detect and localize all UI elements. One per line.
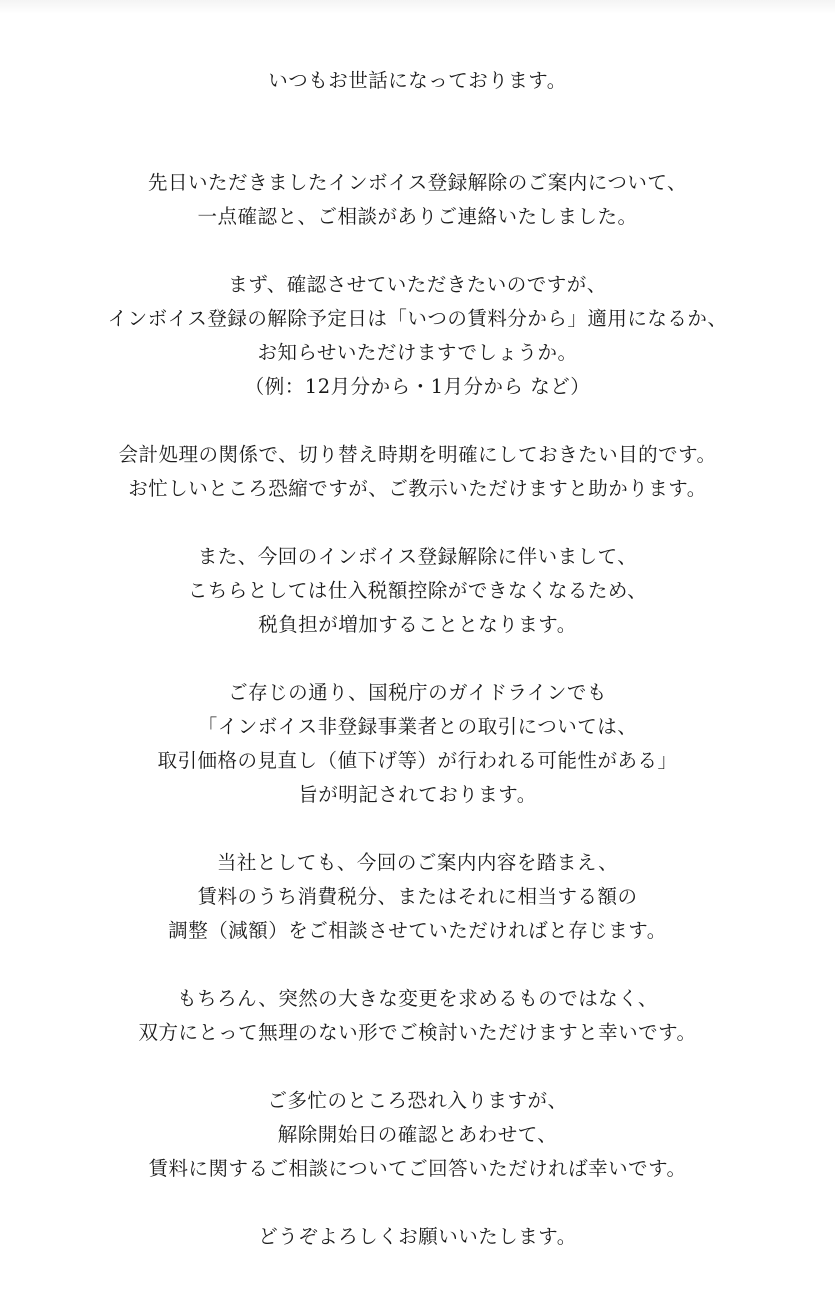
letter-body [0, 64, 835, 1254]
text-line: 当社としても、今回のご案内内容を踏まえ、 [216, 851, 619, 874]
paragraph-inquiry [0, 166, 835, 234]
text-line: いつもお世話になっております。 [268, 69, 567, 92]
text-line: 会計処理の関係で、切り替え時期を明確にしておきたい目的です。 [118, 443, 717, 466]
text-line: 一点確認と、ご相談がありご連絡いたしました。 [197, 205, 638, 228]
paragraph-gap [0, 1050, 835, 1084]
paragraph-gap [0, 948, 835, 982]
text-line: 先日いただきましたインボイス登録解除のご案内について、 [147, 171, 688, 194]
closing-paragraph [0, 1220, 835, 1254]
paragraph-gap [0, 506, 835, 540]
paragraph-tax-burden [0, 540, 835, 642]
text-line: 税負担が増加することとなります。 [258, 613, 577, 636]
paragraph-gap [0, 98, 835, 166]
top-edge [0, 0, 835, 14]
text-line: ご多忙のところ恐れ入りますが、 [267, 1089, 568, 1112]
paragraph-guideline [0, 676, 835, 812]
text-line: 旨が明記されております。 [298, 783, 537, 806]
text-line: また、今回のインボイス登録解除に伴いまして、 [197, 545, 638, 568]
text-line: お忙しいところ恐縮ですが、ご教示いただけますと助かります。 [128, 477, 707, 500]
paragraph-consideration [0, 982, 835, 1050]
paragraph-gap [0, 642, 835, 676]
text-line: 「インボイス非登録事業者との取引については、 [197, 715, 638, 738]
text-line: まず、確認させていただきたいのですが、 [228, 273, 607, 296]
text-line: 賃料のうち消費税分、またはそれに相当する額の [197, 885, 638, 908]
paragraph-gap [0, 404, 835, 438]
paragraph-gap [0, 1186, 835, 1220]
text-line: お知らせいただけますでしょうか。 [257, 341, 578, 364]
paragraph-request [0, 1084, 835, 1186]
paragraph-gap [0, 812, 835, 846]
text-line: （例：12月分から・1月分から など） [244, 375, 591, 398]
text-line: どうぞよろしくお願いいたします。 [258, 1225, 577, 1248]
text-line: インボイス登録の解除予定日は「いつの賃料分から」適用になるか、 [107, 307, 728, 330]
text-line: 解除開始日の確認とあわせて、 [277, 1123, 558, 1146]
text-line: 賃料に関するご相談についてご回答いただければ幸いです。 [148, 1157, 687, 1180]
paragraph-accounting [0, 438, 835, 506]
text-line: 取引価格の見直し（値下げ等）が行われる可能性がある」 [157, 749, 678, 772]
text-line: こちらとしては仕入税額控除ができなくなるため、 [187, 579, 648, 602]
greeting-paragraph [0, 64, 835, 98]
text-line: ご存じの通り、国税庁のガイドラインでも [228, 681, 607, 704]
text-line: 調整（減額）をご相談させていただければと存じます。 [168, 919, 667, 942]
paragraph-adjustment [0, 846, 835, 948]
text-line: 双方にとって無理のない形でご検討いただけますと幸いです。 [138, 1021, 697, 1044]
text-line: もちろん、突然の大きな変更を求めるものではなく、 [177, 987, 658, 1010]
paragraph-gap [0, 234, 835, 268]
paragraph-confirm-date [0, 268, 835, 404]
